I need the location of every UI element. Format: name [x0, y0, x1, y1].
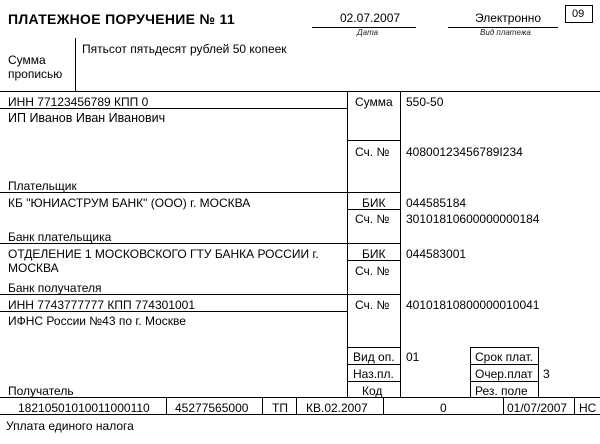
payer-bank-label: Банк плательщика: [8, 230, 112, 244]
tax-okato: 45277565000: [175, 401, 249, 415]
payer-sum-value: 550-50: [406, 95, 444, 109]
payee-bank-name-line-1: ОТДЕЛЕНИЕ 1 МОСКОВСКОГО ГТУ БАНКА РОССИИ г.: [8, 247, 319, 261]
tax-payment-type: НС: [579, 401, 597, 415]
payment-type-caption: Вид платежа: [480, 28, 531, 37]
tax-kbk: 18210501010011000110: [18, 401, 150, 415]
payer-bank-bik-bottom-line: [347, 209, 400, 210]
payee-name: ИФНС России №43 по г. Москве: [8, 314, 186, 328]
op-type-bottom-line: [347, 364, 400, 365]
payee-bank-bottom-line: [0, 294, 400, 295]
tax-divider-3: [296, 397, 297, 414]
tax-divider-4: [383, 397, 384, 414]
purpose-code-bottom-line: [347, 381, 400, 382]
payer-bank-account-label: Сч. №: [355, 212, 390, 226]
payee-inn-kpp: ИНН 7743777777 КПП 774301001: [8, 298, 196, 312]
reserve-label: Рез. поле: [475, 384, 528, 398]
op-type-value: 01: [406, 350, 420, 364]
order-value: 3: [543, 367, 550, 381]
payer-name: ИП Иванов Иван Иванович: [8, 111, 166, 125]
form-code-box: [565, 5, 593, 23]
op-type-top-line: [347, 347, 400, 348]
column-divider-left: [347, 91, 348, 397]
payee-bank-label: Банк получателя: [8, 281, 102, 295]
payer-bank-bik-value: 044585184: [406, 196, 467, 210]
payer-label: Плательщик: [8, 179, 77, 193]
purpose-code-label: Наз.пл.: [353, 367, 394, 381]
payer-bank-bottom-line: [0, 243, 400, 244]
code-label: Код: [362, 384, 383, 398]
form-title: ПЛАТЕЖНОЕ ПОРУЧЕНИЕ № 11: [8, 11, 235, 27]
amount-words-label-1: Сумма: [8, 53, 46, 67]
payer-bank-bik-label: БИК: [362, 196, 386, 210]
tax-divider-6: [574, 397, 575, 414]
payee-bank-bik-label: БИК: [362, 247, 386, 261]
payee-bank-name-line-2: МОСКВА: [8, 261, 59, 275]
tax-divider-1: [166, 397, 167, 414]
payer-inn-kpp: ИНН 77123456789 КПП 0: [8, 95, 149, 109]
payer-sum-bottom-line: [347, 140, 400, 141]
payer-bank-account-value: 30101810600000000184: [406, 212, 540, 226]
payer-sum-label: Сумма: [355, 95, 393, 109]
payee-bank-account-label: Сч. №: [355, 264, 390, 278]
amount-words-value: Пятьсот пятьдесят рублей 50 копеек: [82, 42, 287, 56]
order-label: Очер.плат: [475, 367, 533, 381]
op-type-label: Вид оп.: [353, 350, 395, 364]
order-bottom-line: [470, 381, 538, 382]
date-value: 02.07.2007: [340, 11, 401, 25]
payee-bank-bik-bottom-line: [347, 260, 400, 261]
tax-row-bottom-line: [0, 414, 600, 415]
payee-label: Получатель: [8, 384, 74, 398]
payee-inn-underline: [0, 311, 347, 312]
term-label: Срок плат.: [475, 350, 534, 364]
payee-bank-bik-value: 044583001: [406, 247, 467, 261]
amount-words-bottom-line: [0, 91, 600, 92]
tax-basis: ТП: [272, 401, 288, 415]
column-divider-right: [400, 91, 401, 397]
term-bottom-line: [470, 364, 538, 365]
term-right-line: [538, 347, 539, 397]
payee-account-value: 40101810800000010041: [406, 298, 540, 312]
tax-divider-2: [262, 397, 263, 414]
tax-period: КВ.02.2007: [306, 401, 368, 415]
payee-bottom-line: [0, 397, 600, 398]
payment-type-value: Электронно: [475, 11, 542, 25]
payer-bottom-line: [0, 192, 400, 193]
payer-bank-name: КБ "ЮНИАСТРУМ БАНК" (ООО) г. МОСКВА: [8, 196, 251, 210]
term-top-line: [470, 347, 538, 348]
tax-doc-number: 0: [440, 401, 447, 415]
amount-words-label-2: прописью: [8, 67, 63, 81]
tax-doc-date: 01/07/2007: [507, 401, 568, 415]
payer-inn-underline: [0, 108, 347, 109]
payee-account-label: Сч. №: [355, 298, 390, 312]
amount-words-divider: [75, 38, 76, 91]
form-code: 09: [572, 8, 585, 20]
tax-divider-5: [503, 397, 504, 414]
purpose-text: Уплата единого налога: [6, 419, 134, 433]
payer-account-value: 40800123456789I234: [406, 145, 523, 159]
payer-account-label: Сч. №: [355, 145, 390, 159]
term-left-line: [470, 347, 471, 397]
date-caption: Дата: [357, 28, 379, 37]
